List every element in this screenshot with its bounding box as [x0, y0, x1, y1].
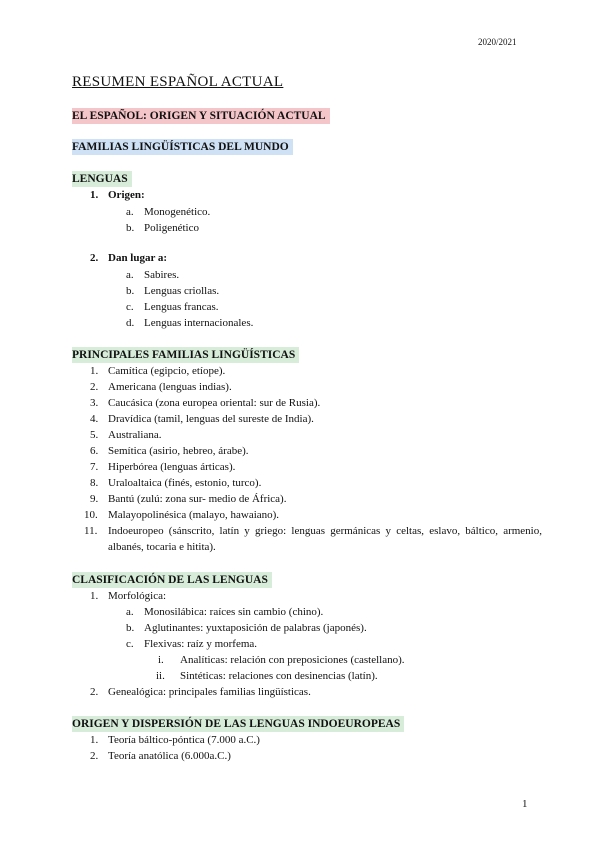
list-letter: b. [126, 622, 135, 634]
list-letter: d. [126, 317, 135, 329]
list-item: Aglutinantes: yuxtaposición de palabras (japonés). [144, 622, 367, 634]
list-number: 1. [90, 590, 99, 602]
list-letter: b. [126, 222, 135, 234]
list-item: Lenguas francas. [144, 301, 219, 313]
list-item: Morfológica: [108, 590, 167, 602]
list-number: 4. [90, 413, 99, 425]
list-roman: ii. [156, 670, 165, 682]
heading-lenguas: LENGUAS [72, 171, 132, 187]
heading-origen-dispersion: ORIGEN Y DISPERSIÓN DE LAS LENGUAS INDOEUROPEAS [72, 716, 404, 732]
list-item: Dravídica (tamil, lenguas del sureste de India). [108, 413, 314, 425]
list-number: 1. [90, 734, 99, 746]
list-item: Semítica (asirio, hebreo, árabe). [108, 445, 249, 457]
list-number: 7. [90, 461, 99, 473]
list-item: Flexivas: raíz y morfema. [144, 638, 258, 650]
list-item: Teoría báltico-póntica (7.000 a.C.) [108, 734, 260, 746]
page-number: 1 [522, 798, 528, 810]
list-item-dan-lugar: Dan lugar a: [108, 252, 168, 264]
list-item-origen: Origen: [108, 189, 145, 201]
list-number: 5. [90, 429, 99, 441]
list-item: Poligenético [144, 222, 199, 234]
list-item: Sabires. [144, 269, 180, 281]
list-item: Americana (lenguas indias). [108, 381, 232, 393]
list-letter: a. [126, 206, 134, 218]
list-item: Australiana. [108, 429, 162, 441]
section-heading-families: FAMILIAS LINGÜÍSTICAS DEL MUNDO [72, 139, 293, 155]
list-item: Genealógica: principales familias lingüísticas. [108, 686, 311, 698]
list-item: Lenguas criollas. [144, 285, 220, 297]
list-number: 8. [90, 477, 99, 489]
list-item: Bantú (zulú: zona sur- medio de África). [108, 493, 287, 505]
header-year: 2020/2021 [478, 37, 517, 47]
list-item: Caucásica (zona europea oriental: sur de Rusia). [108, 397, 321, 409]
list-item: Indoeuropeo (sánscrito, latín y griego: lenguas germánicas y celtas, eslavo, báltico, armenio, albanés, tocaria e hitita). [108, 525, 542, 553]
list-letter: c. [126, 301, 134, 313]
list-number: 9. [90, 493, 99, 505]
list-letter: c. [126, 638, 134, 650]
list-item: Malayopolinésica (malayo, hawaiano). [108, 509, 280, 521]
list-letter: b. [126, 285, 135, 297]
list-item: Lenguas internacionales. [144, 317, 254, 329]
list-number: 11. [84, 525, 98, 537]
list-number: 2. [90, 686, 99, 698]
list-number: 1. [90, 189, 99, 201]
list-item: Sintéticas: relaciones con desinencias (latín). [180, 670, 378, 682]
list-letter: a. [126, 269, 134, 281]
list-roman: i. [158, 654, 164, 666]
heading-principales: PRINCIPALES FAMILIAS LINGÜÍSTICAS [72, 347, 299, 363]
list-item: Uraloaltaica (finés, estonio, turco). [108, 477, 262, 489]
list-number: 2. [90, 381, 99, 393]
list-item: Hiperbórea (lenguas árticas). [108, 461, 236, 473]
list-number: 10. [84, 509, 98, 521]
document-title: RESUMEN ESPAÑOL ACTUAL [72, 74, 284, 90]
list-item: Camítica (egipcio, etíope). [108, 365, 226, 377]
list-number: 1. [90, 365, 99, 377]
list-item: Monosilábica: raíces sin cambio (chino). [144, 606, 324, 618]
list-number: 2. [90, 750, 99, 762]
list-item: Teoría anatólica (6.000a.C.) [108, 750, 231, 762]
heading-clasificacion: CLASIFICACIÓN DE LAS LENGUAS [72, 572, 272, 588]
list-item: Monogenético. [144, 206, 211, 218]
list-number: 6. [90, 445, 99, 457]
list-number: 3. [90, 397, 99, 409]
list-number: 2. [90, 252, 99, 264]
section-heading-origin: EL ESPAÑOL: ORIGEN Y SITUACIÓN ACTUAL [72, 108, 330, 124]
list-letter: a. [126, 606, 134, 618]
list-item: Analíticas: relación con preposiciones (castellano). [180, 654, 405, 666]
